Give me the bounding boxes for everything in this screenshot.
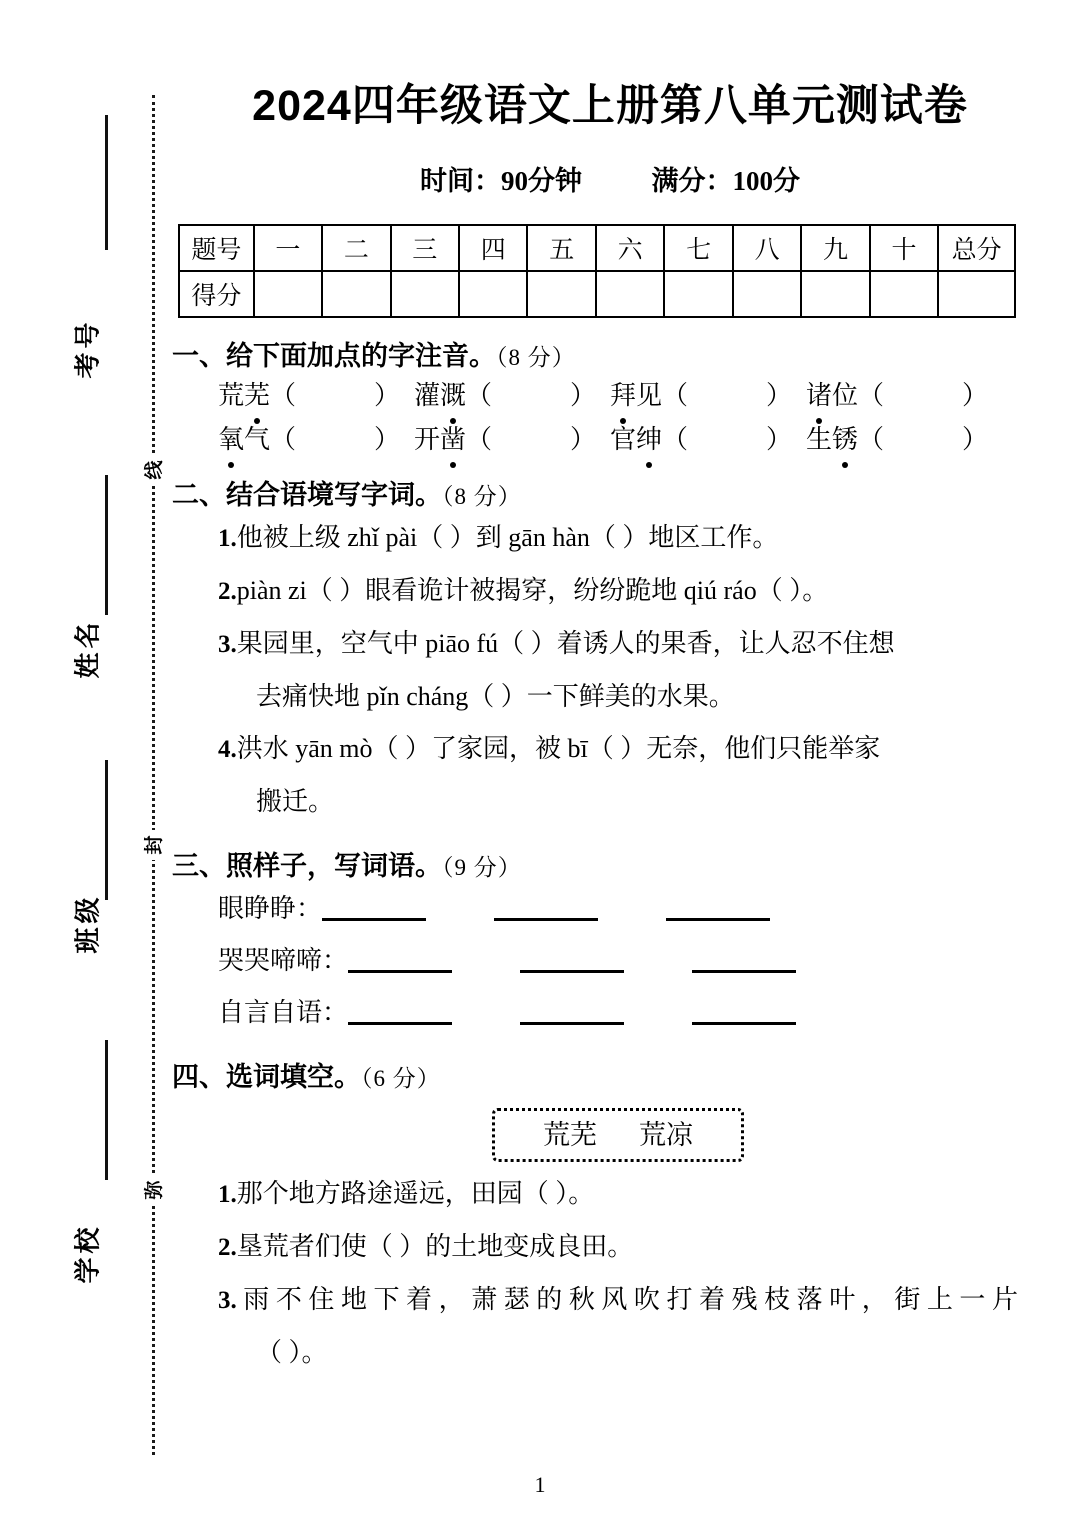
paren-open: （: [270, 425, 297, 454]
section-heading-2: [172, 473, 1050, 512]
exam-total-label: 满分：100分: [651, 166, 800, 196]
question-2-4[interactable]: [218, 723, 1050, 776]
question-text: 搬迁。: [256, 787, 335, 816]
margin-label-name: 姓名: [72, 618, 103, 679]
score-cell-3[interactable]: [391, 271, 459, 317]
question-text: 洪水 yān mò（ ）了家园，被 bī（ ）无奈，他们只能举家: [236, 734, 881, 763]
zhuyin-item-zhuwei[interactable]: [806, 379, 1002, 413]
answer-blank[interactable]: [322, 918, 426, 921]
section-heading-3: [172, 844, 1050, 883]
question-number: 3.: [218, 1287, 237, 1314]
question-number: 4.: [218, 736, 237, 763]
paren-close: ）: [766, 425, 793, 454]
score-table-row-header-score: 得分: [179, 271, 254, 317]
answer-blank[interactable]: [520, 970, 624, 973]
paren-close: ）: [374, 425, 401, 454]
score-cell-7[interactable]: [664, 271, 732, 317]
word-bank-box: [492, 1108, 744, 1162]
zhuyin-row-1: [218, 379, 1050, 413]
score-table-col-1: 一: [254, 225, 322, 271]
paren-open: （: [466, 425, 493, 454]
answer-blank[interactable]: [692, 1022, 796, 1025]
paren-close: ）: [962, 381, 989, 410]
zhuyin-char: 气: [244, 425, 271, 454]
zhuyin-row-2: [218, 423, 1050, 457]
paren-close: ）: [570, 381, 597, 410]
score-cell-10[interactable]: [870, 271, 938, 317]
margin-field-class[interactable]: [36, 893, 136, 954]
zhuyin-char: 生: [806, 425, 833, 454]
zhuyin-char: 位: [832, 381, 859, 410]
question-2-1[interactable]: [218, 512, 1050, 565]
word-bank-option-1[interactable]: 荒芜: [543, 1120, 597, 1150]
question-2-2[interactable]: [218, 565, 1050, 618]
section-4-index: 四、: [172, 1062, 226, 1092]
paren-open: （: [662, 381, 689, 410]
seal-char-line: 线: [140, 455, 170, 485]
margin-label-exam-number: 考号: [72, 318, 103, 379]
exam-time-label: 时间：90分钟: [420, 166, 582, 196]
zhuyin-char-dotted: 芜: [244, 379, 270, 413]
question-text: 那个地方路途遥远，田园（ ）。: [236, 1179, 595, 1208]
margin-label-school: 学校: [72, 1223, 103, 1284]
question-4-1[interactable]: [218, 1168, 1050, 1221]
exam-meta: [170, 133, 1050, 198]
table-row-scores: [179, 271, 1015, 317]
score-table-col-8: 八: [733, 225, 801, 271]
zhuyin-item-yangqi[interactable]: [218, 423, 414, 457]
word-pattern-row-kukutiti: [218, 935, 1050, 987]
section-4-title: 选词填空。: [226, 1062, 361, 1092]
question-text: 他被上级 zhǐ pài（ ）到 gān hàn（ ）地区工作。: [236, 523, 779, 552]
score-table-col-total: 总分: [938, 225, 1015, 271]
score-table-col-5: 五: [527, 225, 595, 271]
margin-field-name[interactable]: [36, 618, 136, 679]
zhuyin-char: 见: [636, 381, 663, 410]
paren-close: ）: [962, 425, 989, 454]
zhuyin-item-huangwu[interactable]: [218, 379, 414, 413]
zhuyin-char: 荒: [218, 381, 245, 410]
zhuyin-char: 官: [610, 425, 637, 454]
seal-margin: [0, 0, 170, 1527]
answer-blank[interactable]: [348, 970, 452, 973]
section-heading-1: [172, 334, 1050, 373]
score-table-col-2: 二: [322, 225, 390, 271]
zhuyin-char-dotted: 锈: [832, 423, 858, 457]
question-2-3-continued[interactable]: [256, 671, 1050, 723]
word-pattern-label: 自言自语：: [218, 998, 349, 1027]
word-pattern-row-yanzhengzheng: [218, 883, 1050, 935]
score-table-col-6: 六: [596, 225, 664, 271]
section-3-index: 三、: [172, 851, 226, 881]
question-number: 3.: [218, 631, 237, 658]
paren-close: ）: [374, 381, 401, 410]
word-pattern-row-ziyanziyu: [218, 987, 1050, 1039]
zhuyin-item-guangai[interactable]: [414, 379, 610, 413]
score-table-col-4: 四: [459, 225, 527, 271]
zhuyin-char: 开: [414, 425, 441, 454]
margin-field-school[interactable]: [36, 1223, 136, 1284]
question-text: piàn zi（ ）眼看诡计被揭穿，纷纷跪地 qiú ráo（ ）。: [236, 576, 829, 605]
margin-label-class: 班级: [72, 893, 103, 954]
page-number: 1: [534, 1472, 546, 1497]
section-2-title: 结合语境写字词。: [226, 480, 442, 510]
question-text: （ ）。: [256, 1338, 328, 1367]
paren-close: ）: [766, 381, 793, 410]
word-bank-option-2[interactable]: 荒凉: [639, 1120, 693, 1150]
section-1-title: 给下面加点的字注音。: [226, 341, 496, 371]
section-1-points: （8 分）: [496, 345, 576, 370]
page-title: 2024四年级语文上册第八单元测试卷: [252, 82, 968, 130]
paren-close: ）: [570, 425, 597, 454]
question-2-3[interactable]: [218, 618, 1050, 671]
score-cell-1[interactable]: [254, 271, 322, 317]
writing-rule-class: [105, 760, 108, 900]
score-cell-total[interactable]: [938, 271, 1015, 317]
seal-dotted-line: [152, 95, 155, 1455]
question-number: 1.: [218, 1181, 237, 1208]
paren-open: （: [858, 425, 885, 454]
answer-blank[interactable]: [666, 918, 770, 921]
zhuyin-char-dotted: 拜: [610, 379, 636, 413]
question-4-3-continued[interactable]: [256, 1327, 1050, 1379]
answer-blank[interactable]: [494, 918, 598, 921]
paren-open: （: [662, 425, 689, 454]
section-heading-4: [172, 1055, 1050, 1094]
question-text: 果园里，空气中 piāo fú（ ）着诱人的果香，让人忍不住想: [236, 629, 895, 658]
zhuyin-char-dotted: 溉: [440, 379, 466, 413]
section-4-points: （6 分）: [361, 1066, 441, 1091]
score-cell-9[interactable]: [801, 271, 869, 317]
table-row-question-numbers: [179, 225, 1015, 271]
score-table: [178, 224, 1016, 318]
zhuyin-char-dotted: 氧: [218, 423, 244, 457]
section-2-index: 二、: [172, 480, 226, 510]
question-number: 1.: [218, 525, 237, 552]
exam-paper: [170, 0, 1050, 1527]
question-4-2[interactable]: [218, 1221, 1050, 1274]
paren-open: （: [270, 381, 297, 410]
score-cell-5[interactable]: [527, 271, 595, 317]
paren-open: （: [858, 381, 885, 410]
score-cell-2[interactable]: [322, 271, 390, 317]
score-table-col-10: 十: [870, 225, 938, 271]
score-cell-4[interactable]: [459, 271, 527, 317]
question-2-4-continued[interactable]: [256, 776, 1050, 828]
section-1-index: 一、: [172, 341, 226, 371]
score-table-col-3: 三: [391, 225, 459, 271]
question-text: 去痛快地 pǐn cháng（ ）一下鲜美的水果。: [256, 682, 735, 711]
question-4-3[interactable]: [218, 1274, 1018, 1327]
zhuyin-grid: [218, 379, 1050, 457]
word-pattern-label: 眼睁睁：: [218, 894, 323, 923]
paren-open: （: [466, 381, 493, 410]
seal-char-seal: 封: [140, 830, 170, 860]
word-pattern-label: 哭哭啼啼：: [218, 946, 349, 975]
zhuyin-char: 灌: [414, 381, 441, 410]
question-number: 2.: [218, 578, 237, 605]
writing-rule-exam-number: [105, 115, 108, 250]
margin-field-exam-number[interactable]: [36, 318, 136, 379]
score-table-col-7: 七: [664, 225, 732, 271]
section-3-points: （9 分）: [442, 855, 522, 880]
question-text: 垦荒者们使（ ）的土地变成良田。: [236, 1232, 634, 1261]
zhuyin-item-guanshen[interactable]: [610, 423, 806, 457]
answer-blank[interactable]: [692, 970, 796, 973]
section-2-points: （8 分）: [442, 484, 522, 509]
question-text: 雨不住地下着，萧瑟的秋风吹打着残枝落叶，街上一片: [236, 1285, 1018, 1314]
zhuyin-item-kaizao[interactable]: [414, 423, 610, 457]
question-number: 2.: [218, 1234, 237, 1261]
answer-blank[interactable]: [520, 1022, 624, 1025]
score-cell-6[interactable]: [596, 271, 664, 317]
score-cell-8[interactable]: [733, 271, 801, 317]
zhuyin-char-dotted: 凿: [440, 423, 466, 457]
zhuyin-char-dotted: 绅: [636, 423, 662, 457]
zhuyin-item-baijian[interactable]: [610, 379, 806, 413]
seal-char-secret: 弥: [140, 1175, 170, 1205]
score-table-col-9: 九: [801, 225, 869, 271]
answer-blank[interactable]: [348, 1022, 452, 1025]
zhuyin-char-dotted: 诸: [806, 379, 832, 413]
writing-rule-name: [105, 475, 108, 615]
writing-rule-school: [105, 1040, 108, 1180]
section-3-title: 照样子，写词语。: [226, 851, 442, 881]
score-table-row-header-question: 题号: [179, 225, 254, 271]
zhuyin-item-shengxiu[interactable]: [806, 423, 1002, 457]
